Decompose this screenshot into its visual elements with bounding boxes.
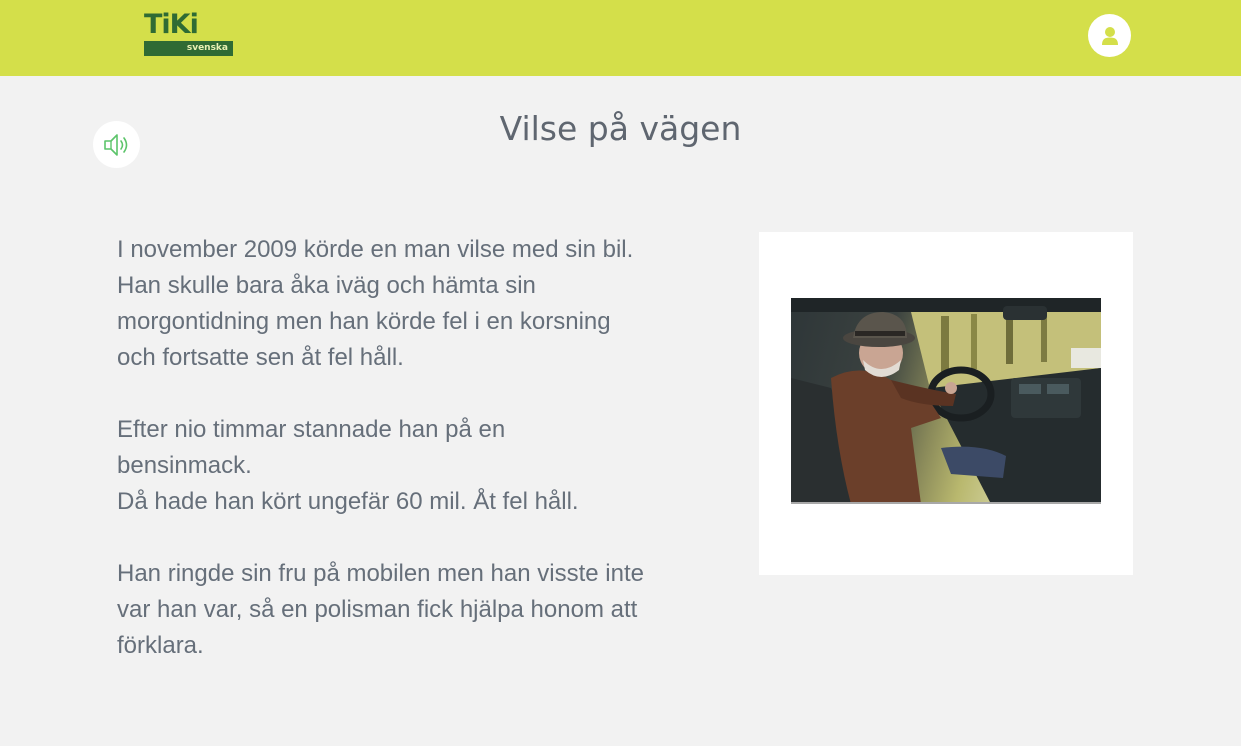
logo-bar [144,41,233,56]
image-card [759,232,1133,575]
story-photo [791,298,1101,504]
photo-illustration [791,298,1101,504]
top-bar [0,0,1241,76]
story-text [117,232,717,700]
user-profile-button[interactable] [1088,14,1131,57]
tiki-logo[interactable] [144,9,236,58]
logo-subtitle: svenska [186,43,228,53]
story-paragraph: I november 2009 körde en man vilse med sin bil. Han skulle bara åka iväg och hämta sin morgontidning men han körde fel i en korsning och fortsatte sen åt fel håll. [117,236,634,371]
story-paragraph: Han ringde sin fru på mobilen men han visste inte var han var, så en polisman fick hjälpa honom att förklara. [117,560,644,659]
user-icon [1100,25,1120,46]
logo-title: TiKi [144,9,198,40]
page-title: Vilse på vägen [499,109,742,148]
story-paragraph: Efter nio timmar stannade han på en bensinmack. Då hade han kört ungefär 60 mil. Åt fel håll. [117,416,579,515]
